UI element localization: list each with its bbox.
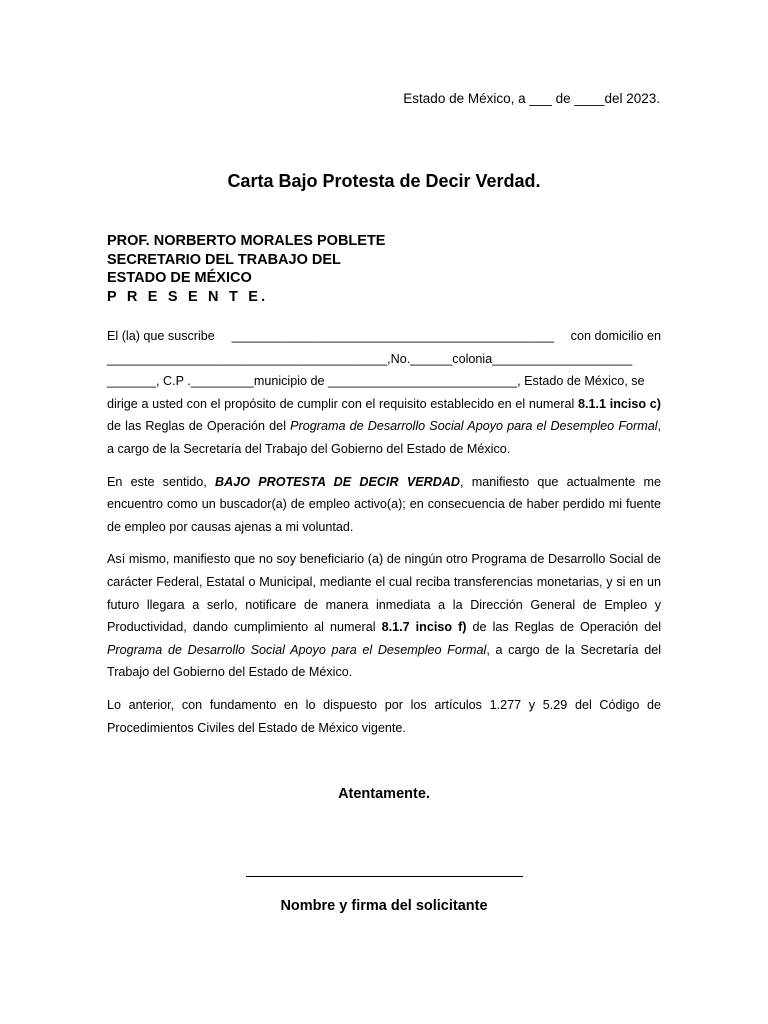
addressee-name: PROF. NORBERTO MORALES POBLETE <box>107 233 386 249</box>
presente-label: P R E S E N T E. <box>107 288 269 305</box>
paragraph-1-program-name: Programa de Desarrollo Social Apoyo para el Desempleo Formal <box>290 419 658 434</box>
subscriber-name-blank: ______________________________________________ <box>231 329 554 343</box>
postal-municipality-line: _______, C.P ._________municipio de ___________________________, Estado de México, se <box>107 374 645 389</box>
paragraph-1-address-label: con domicilio en <box>570 329 661 343</box>
addressee-block <box>107 232 385 306</box>
paragraph-1-text-b: de las Reglas de Operación del <box>107 419 286 434</box>
paragraph-3-text-a: Así mismo, manifiesto que no soy beneficiario (a) de ningún otro Programa de Desarrollo Social de carácter Federal, Estatal o Municipal, mediante el cual reciba transferencias monetarias, y si en un futuro llegara a serlo, notificare de manera inmediata a la Dirección General de Empleo y Productividad, dando cumplimiento al numeral <box>107 552 661 635</box>
paragraph-1 <box>107 325 661 461</box>
paragraph-4: Lo anterior, con fundamento en lo dispuesto por los artículos 1.277 y 5.29 del Código de Procedimientos Civiles del Estado de México vigente. <box>107 697 661 735</box>
paragraph-1-subscriber-label: El (la) que suscribe <box>107 329 215 343</box>
paragraph-3-program-name: Programa de Desarrollo Social Apoyo para el Desempleo Formal <box>107 642 487 657</box>
paragraph-1-numeral: 8.1.1 inciso c) <box>578 396 662 411</box>
signature-line <box>246 876 523 877</box>
paragraph-2-text-a: En este sentido, <box>107 474 207 489</box>
paragraph-3 <box>107 548 661 684</box>
paragraph-1-text-a: dirige a usted con el propósito de cumplir con el requisito establecido en el numeral <box>107 396 575 411</box>
paragraph-3-numeral: 8.1.7 inciso f) <box>381 620 467 635</box>
addressee-position-2: ESTADO DE MÉXICO <box>107 270 252 286</box>
paragraph-1-text-c: , a cargo de la Secretaría del Trabajo del Gobierno del Estado de México. <box>107 419 661 456</box>
paragraph-2-emphasis: BAJO PROTESTA DE DECIR VERDAD <box>215 474 461 489</box>
paragraph-2-text-b: , manifiesto que actualmente me encuentro como un buscador(a) de empleo activo(a); en consecuencia de haber perdido mi fuente de empleo por causas ajenas a mi voluntad. <box>107 474 661 534</box>
addressee-position-1: SECRETARIO DEL TRABAJO DEL <box>107 251 341 268</box>
letter-body <box>107 325 661 749</box>
paragraph-3-text-b: de las Reglas de Operación del <box>472 620 661 635</box>
date-line: Estado de México, a ___ de ____del 2023. <box>403 91 660 106</box>
paragraph-3-text-c: , a cargo de la Secretaría del Trabajo del Gobierno del Estado de México. <box>107 642 661 680</box>
address-line-blanks: ________________________________________,No.______colonia____________________ <box>107 351 633 366</box>
document-title: Carta Bajo Protesta de Decir Verdad. <box>227 171 541 191</box>
signature-label: Nombre y firma del solicitante <box>280 898 488 914</box>
closing-text: Atentamente. <box>338 786 430 802</box>
paragraph-1-line-1 <box>107 325 661 348</box>
paragraph-2 <box>107 471 661 539</box>
